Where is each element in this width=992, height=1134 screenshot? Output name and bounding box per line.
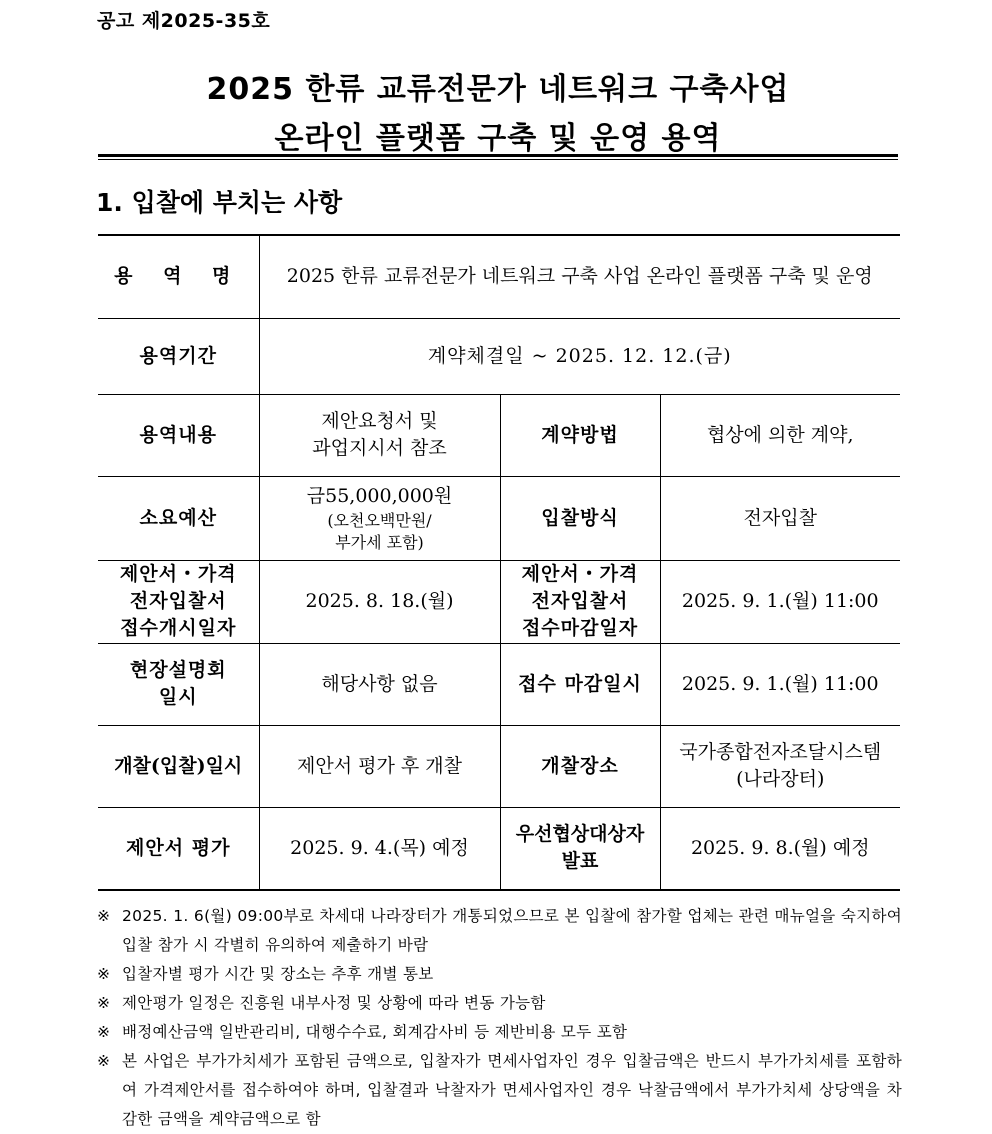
notes-list: [97, 902, 902, 1134]
opening-place-value: [660, 725, 900, 807]
service-name-label: 용 역 명: [98, 235, 259, 318]
submission-open-label: [98, 560, 259, 643]
note-item: [97, 902, 902, 960]
content-label: 용역내용: [98, 394, 259, 476]
period-label: 용역기간: [98, 318, 259, 394]
submission-open-label-line-2: 전자입찰서: [129, 590, 227, 612]
budget-note-line-1: (오천오백만원/: [327, 510, 432, 530]
table-row: [98, 394, 900, 476]
table-row: [98, 235, 900, 318]
content-value: [259, 394, 500, 476]
priority-value: 2025. 9. 8.(월) 예정: [660, 807, 900, 890]
submission-open-label-line-3: 접수개시일자: [120, 617, 237, 639]
period-value: 계약체결일 ~ 2025. 12. 12.(금): [259, 318, 900, 394]
opening-place-label: 개찰장소: [500, 725, 660, 807]
evaluation-value: 2025. 9. 4.(목) 예정: [259, 807, 500, 890]
bid-info-table: [98, 234, 900, 891]
table-row: [98, 643, 900, 725]
note-text: 배정예산금액 일반관리비, 대행수수료, 회계감사비 등 제반비용 모두 포함: [122, 1023, 628, 1041]
note-item: [97, 1047, 902, 1134]
note-item: [97, 1018, 902, 1047]
evaluation-label: 제안서 평가: [98, 807, 259, 890]
note-text: 본 사업은 부가가치세가 포함된 금액으로, 입찰자가 면세사업자인 경우 입찰금액은 반드시 부가가치세를 포함하여 가격제안서를 접수하여야 하며, 입찰결과 낙찰자가 면세사업자인 경우 낙찰금액에서 부가가치세 상당액을 차감한 금액을 계약금액으로 함: [122, 1052, 902, 1128]
submission-close-label-line-2: 전자입찰서: [531, 590, 629, 612]
bid-method-label: 입찰방식: [500, 476, 660, 560]
budget-value: [259, 476, 500, 560]
document-title-line-2: 온라인 플랫폼 구축 및 운영 용역: [274, 121, 722, 156]
priority-label: [500, 807, 660, 890]
opening-label: 개찰(입찰)일시: [98, 725, 259, 807]
note-text: 2025. 1. 6(월) 09:00부로 차세대 나라장터가 개통되었으므로 본 입찰에 참가할 업체는 관련 매뉴얼을 숙지하여 입찰 참가 시 각별히 유의하여 제출하기 바람: [122, 907, 902, 954]
reference-mark-icon: ※: [97, 907, 110, 925]
briefing-label-line-2: 일시: [158, 686, 198, 708]
notice-number: 공고 제2025-35호: [97, 10, 271, 32]
briefing-value: 해당사항 없음: [259, 643, 500, 725]
contract-method-label: 계약방법: [500, 394, 660, 476]
priority-label-line-1: 우선협상대상자: [515, 823, 645, 846]
briefing-label: [98, 643, 259, 725]
note-text: 입찰자별 평가 시간 및 장소는 추후 개별 통보: [122, 965, 434, 983]
note-text: 제안평가 일정은 진흥원 내부사정 및 상황에 따라 변동 가능함: [122, 994, 546, 1012]
opening-place-value-line-2: (나라장터): [736, 768, 825, 790]
section-heading: 1. 입찰에 부치는 사항: [96, 188, 343, 217]
submission-open-label-line-1: 제안서・가격: [119, 563, 237, 585]
briefing-label-line-1: 현장설명회: [129, 659, 227, 681]
deadline-label: 접수 마감일시: [500, 643, 660, 725]
reference-mark-icon: ※: [97, 965, 110, 983]
budget-amount: 금55,000,000원: [306, 484, 453, 507]
table-row: [98, 476, 900, 560]
submission-close-value: 2025. 9. 1.(월) 11:00: [660, 560, 900, 643]
table-row: [98, 318, 900, 394]
note-item: [97, 960, 902, 989]
reference-mark-icon: ※: [97, 1052, 110, 1070]
contract-method-value: 협상에 의한 계약,: [660, 394, 900, 476]
content-value-line-1: 제안요청서 및: [321, 410, 438, 432]
note-item: [97, 989, 902, 1018]
submission-close-label: [500, 560, 660, 643]
reference-mark-icon: ※: [97, 1023, 110, 1041]
bid-method-value: 전자입찰: [660, 476, 900, 560]
table-row: [98, 807, 900, 890]
opening-value: 제안서 평가 후 개찰: [259, 725, 500, 807]
deadline-value: 2025. 9. 1.(월) 11:00: [660, 643, 900, 725]
table-row: [98, 725, 900, 807]
reference-mark-icon: ※: [97, 994, 110, 1012]
service-name-value: 2025 한류 교류전문가 네트워크 구축 사업 온라인 플랫폼 구축 및 운영: [259, 235, 900, 318]
title-divider: [98, 154, 898, 160]
submission-close-label-line-3: 접수마감일자: [521, 617, 639, 639]
opening-place-value-line-1: 국가종합전자조달시스템: [679, 741, 882, 763]
table-row: [98, 560, 900, 643]
submission-open-value: 2025. 8. 18.(월): [259, 560, 500, 643]
content-value-line-2: 과업지시서 참조: [312, 437, 447, 459]
priority-label-line-2: 발표: [561, 850, 599, 873]
document-title-line-1: 2025 한류 교류전문가 네트워크 구축사업: [206, 72, 790, 107]
budget-label: 소요예산: [98, 476, 259, 560]
budget-note-line-2: 부가세 포함): [335, 532, 424, 552]
submission-close-label-line-1: 제안서・가격: [521, 563, 639, 585]
